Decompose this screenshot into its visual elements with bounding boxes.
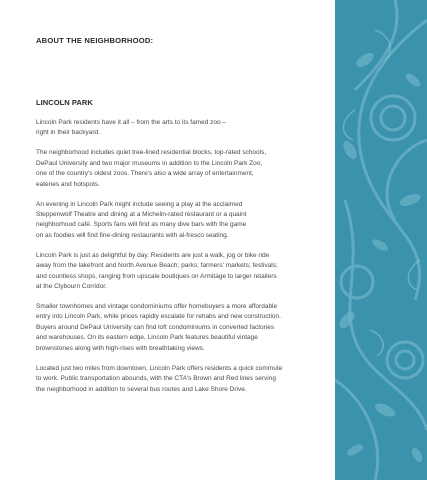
paragraph-line: DePaul University and two major museums in addition to the Lincoln Park Zoo, [36,159,263,167]
paragraph-line: on as foodies will find fine-dining restaurants with al-fresco seating. [36,231,229,239]
paragraph-line: eateries and hotspots. [36,180,100,188]
paragraphs [36,118,292,395]
paragraph-line: The neighborhood includes quiet tree-lined residential blocks, top-rated schools, [36,149,267,157]
body-paragraph [36,302,292,354]
paragraph-line: Lincoln Park residents have it all – from the arts to its famed zoo – [36,119,227,126]
paragraph-line: Buyers around DePaul University can find loft condominiums in converted factories [36,323,275,331]
floral-ornament-icon [335,0,427,480]
paragraph-line: entry into Lincoln Park, while prices rapidly escalate for rehabs and new construction. [36,313,281,321]
body-paragraph [36,148,292,190]
paragraph-line: Smaller townhomes and vintage condominiums offer homebuyers a more affordable [36,303,278,311]
body-paragraph [36,118,292,139]
paragraph-line: and countless shops, ranging from upscale boutiques on Armitage to larger retailers [36,272,277,280]
paragraph-line: An evening in Lincoln Park might include seeing a play at the acclaimed [36,200,243,208]
section-title: LINCOLN PARK [36,98,93,107]
paragraph-line: right in their backyard. [36,129,100,137]
body-paragraph [36,251,292,293]
paragraph-line: one of the country's oldest zoos. There's also a wide array of entertainment, [36,170,254,178]
body-paragraph [36,364,292,395]
paragraph-line: and warehouses. On its eastern edge, Lincoln Park features beautiful vintage [36,334,258,342]
paragraph-line: to work. Public transportation abounds, with the CTA's Brown and Red lines serving [36,375,276,383]
paragraph-line: Steppenwolf Theatre and dining at a Michelin-rated restaurant or a quaint [36,211,247,219]
paragraph-line: away from the lakefront and North Avenue Beach; parks; farmers' markets; festivals; [36,262,278,270]
paragraph-line: the neighborhood in addition to several bus routes and Lake Shore Drive. [36,385,247,393]
main-content [36,36,292,395]
paragraph-line: brownstones along with high-rises with breathtaking views. [36,344,205,352]
decorative-side-panel [335,0,427,480]
paragraph-line: Lincoln Park is just as delightful by day. Residents are just a walk, jog or bike ride [36,251,270,259]
page-heading: ABOUT THE NEIGHBORHOOD: [36,36,154,45]
paragraph-line: neighborhood café. Sports fans will find as many dive bars with the game [36,221,247,229]
body-paragraph [36,200,292,242]
paragraph-line: at the Clybourn Corridor. [36,283,107,291]
paragraph-line: Located just two miles from downtown, Lincoln Park offers residents a quick commute [36,364,283,372]
